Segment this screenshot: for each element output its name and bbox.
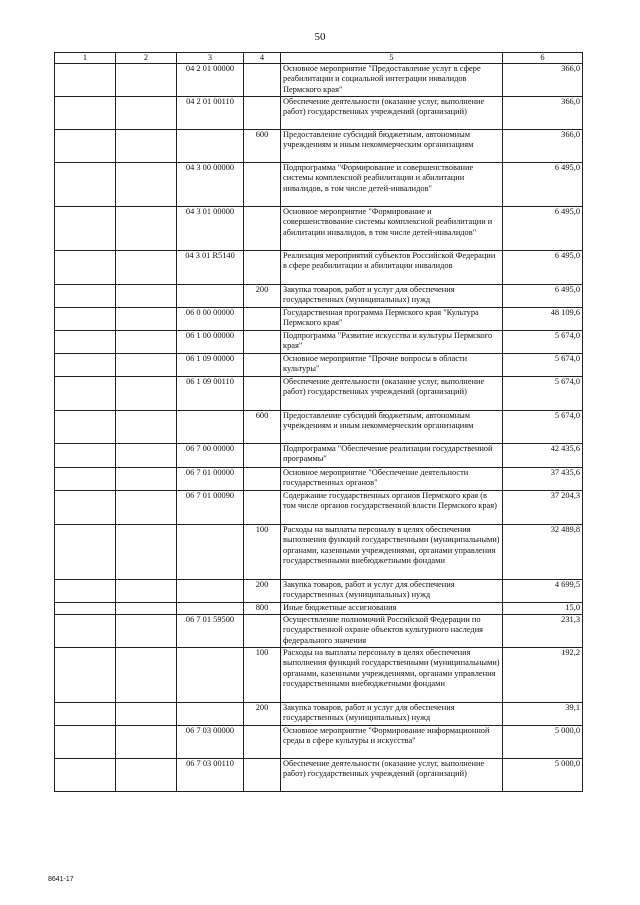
cell-amount: 42 435,6 bbox=[503, 444, 583, 468]
cell-col-1 bbox=[55, 64, 116, 97]
cell-col-2 bbox=[116, 308, 177, 331]
cell-amount: 192,2 bbox=[503, 648, 583, 703]
cell-col-2 bbox=[116, 331, 177, 354]
cell-expense-type bbox=[244, 97, 281, 130]
cell-expense-type: 600 bbox=[244, 130, 281, 163]
cell-description: Обеспечение деятельности (оказание услуг, выполнение работ) государственных учреждений (организаций) bbox=[281, 97, 503, 130]
cell-description: Обеспечение деятельности (оказание услуг, выполнение работ) государственных учреждений (организаций) bbox=[281, 759, 503, 792]
cell-amount: 5 000,0 bbox=[503, 726, 583, 759]
cell-col-2 bbox=[116, 130, 177, 163]
cell-col-1 bbox=[55, 97, 116, 130]
cell-expense-type bbox=[244, 468, 281, 491]
table-row bbox=[55, 491, 583, 525]
cell-description: Расходы на выплаты персоналу в целях обеспечения выполнения функций государственными (муниципальными) органами, казенными учреждениями, органами управления государственными внебюджетными фондами bbox=[281, 648, 503, 703]
table-row bbox=[55, 163, 583, 207]
cell-expense-type bbox=[244, 759, 281, 792]
cell-description: Подпрограмма "Развитие искусства и культуры Пермского края" bbox=[281, 331, 503, 354]
cell-col-2 bbox=[116, 580, 177, 603]
budget-table bbox=[54, 52, 583, 792]
table-row bbox=[55, 251, 583, 285]
cell-col-2 bbox=[116, 648, 177, 703]
header-row bbox=[55, 53, 583, 64]
table-body bbox=[55, 64, 583, 792]
cell-description: Иные бюджетные ассигнования bbox=[281, 603, 503, 615]
cell-col-1 bbox=[55, 615, 116, 648]
cell-target-code: 06 7 03 00110 bbox=[177, 759, 244, 792]
cell-col-2 bbox=[116, 251, 177, 285]
cell-col-1 bbox=[55, 468, 116, 491]
cell-target-code bbox=[177, 411, 244, 444]
cell-target-code: 06 1 09 00000 bbox=[177, 354, 244, 377]
cell-amount: 366,0 bbox=[503, 64, 583, 97]
table-row bbox=[55, 703, 583, 726]
cell-target-code: 04 3 01 00000 bbox=[177, 207, 244, 251]
cell-description: Закупка товаров, работ и услуг для обеспечения государственных (муниципальных) нужд bbox=[281, 580, 503, 603]
cell-expense-type bbox=[244, 308, 281, 331]
cell-target-code bbox=[177, 603, 244, 615]
cell-target-code: 06 7 01 00090 bbox=[177, 491, 244, 525]
cell-col-1 bbox=[55, 130, 116, 163]
cell-col-2 bbox=[116, 64, 177, 97]
header-col-1: 1 bbox=[55, 53, 116, 64]
cell-expense-type: 200 bbox=[244, 285, 281, 308]
cell-description: Основное мероприятие "Предоставление услуг в сфере реабилитации и социальной интеграции инвалидов Пермского края" bbox=[281, 64, 503, 97]
table-row bbox=[55, 377, 583, 411]
table-row bbox=[55, 130, 583, 163]
header-col-6: 6 bbox=[503, 53, 583, 64]
cell-col-1 bbox=[55, 377, 116, 411]
cell-target-code: 06 1 00 00000 bbox=[177, 331, 244, 354]
cell-col-2 bbox=[116, 97, 177, 130]
cell-expense-type bbox=[244, 615, 281, 648]
table-row bbox=[55, 603, 583, 615]
table-row bbox=[55, 354, 583, 377]
cell-amount: 366,0 bbox=[503, 130, 583, 163]
cell-description: Основное мероприятие "Формирование информационной среды в сфере культуры и искусства" bbox=[281, 726, 503, 759]
cell-target-code bbox=[177, 285, 244, 308]
cell-description: Реализация мероприятий субъектов Российской Федерации в сфере реабилитации и абилитации инвалидов bbox=[281, 251, 503, 285]
cell-expense-type: 600 bbox=[244, 411, 281, 444]
cell-target-code: 04 2 01 00110 bbox=[177, 97, 244, 130]
cell-amount: 32 489,8 bbox=[503, 525, 583, 580]
table-row bbox=[55, 525, 583, 580]
cell-target-code: 06 7 01 59500 bbox=[177, 615, 244, 648]
cell-target-code: 06 7 03 00000 bbox=[177, 726, 244, 759]
table-row bbox=[55, 444, 583, 468]
cell-col-1 bbox=[55, 703, 116, 726]
cell-amount: 5 674,0 bbox=[503, 331, 583, 354]
cell-description: Подпрограмма "Формирование и совершенствование системы комплексной реабилитации и абилитации инвалидов, в том числе детей-инвалидов" bbox=[281, 163, 503, 207]
header-col-3: 3 bbox=[177, 53, 244, 64]
cell-col-1 bbox=[55, 491, 116, 525]
cell-col-2 bbox=[116, 163, 177, 207]
cell-expense-type bbox=[244, 377, 281, 411]
cell-target-code: 06 1 09 00110 bbox=[177, 377, 244, 411]
cell-col-2 bbox=[116, 615, 177, 648]
cell-col-2 bbox=[116, 354, 177, 377]
cell-col-1 bbox=[55, 331, 116, 354]
cell-target-code: 06 7 01 00000 bbox=[177, 468, 244, 491]
cell-amount: 5 674,0 bbox=[503, 354, 583, 377]
header-col-5: 5 bbox=[281, 53, 503, 64]
cell-expense-type bbox=[244, 207, 281, 251]
cell-col-1 bbox=[55, 354, 116, 377]
cell-col-1 bbox=[55, 444, 116, 468]
table-row bbox=[55, 615, 583, 648]
cell-col-1 bbox=[55, 525, 116, 580]
cell-amount: 39,1 bbox=[503, 703, 583, 726]
cell-amount: 48 109,6 bbox=[503, 308, 583, 331]
cell-description: Расходы на выплаты персоналу в целях обеспечения выполнения функций государственными (муниципальными) органами, казенными учреждениями, органами управления государственными внебюджетными фондами bbox=[281, 525, 503, 580]
cell-expense-type bbox=[244, 163, 281, 207]
cell-description: Основное мероприятие "Обеспечение деятельности государственных органов" bbox=[281, 468, 503, 491]
cell-description: Предоставление субсидий бюджетным, автономным учреждениям и иным некоммерческим организациям bbox=[281, 411, 503, 444]
cell-amount: 6 495,0 bbox=[503, 163, 583, 207]
cell-col-1 bbox=[55, 207, 116, 251]
cell-description: Закупка товаров, работ и услуг для обеспечения государственных (муниципальных) нужд bbox=[281, 285, 503, 308]
cell-target-code: 04 3 00 00000 bbox=[177, 163, 244, 207]
table-row bbox=[55, 207, 583, 251]
cell-col-2 bbox=[116, 444, 177, 468]
cell-description: Закупка товаров, работ и услуг для обеспечения государственных (муниципальных) нужд bbox=[281, 703, 503, 726]
cell-description: Подпрограмма "Обеспечение реализации государственной программы" bbox=[281, 444, 503, 468]
cell-col-1 bbox=[55, 580, 116, 603]
table-row bbox=[55, 308, 583, 331]
cell-target-code: 06 0 00 00000 bbox=[177, 308, 244, 331]
cell-expense-type: 100 bbox=[244, 648, 281, 703]
cell-expense-type bbox=[244, 354, 281, 377]
table-row bbox=[55, 648, 583, 703]
cell-col-1 bbox=[55, 285, 116, 308]
header-col-2: 2 bbox=[116, 53, 177, 64]
cell-col-1 bbox=[55, 308, 116, 331]
cell-description: Содержание государственных органов Пермского края (в том числе органов государственной власти Пермского края) bbox=[281, 491, 503, 525]
cell-description: Осуществление полномочий Российской Федерации по государственной охране объектов культурного наследия федерального значения bbox=[281, 615, 503, 648]
cell-amount: 5 000,0 bbox=[503, 759, 583, 792]
cell-col-2 bbox=[116, 207, 177, 251]
cell-col-1 bbox=[55, 726, 116, 759]
cell-amount: 37 204,3 bbox=[503, 491, 583, 525]
cell-expense-type bbox=[244, 444, 281, 468]
cell-amount: 366,0 bbox=[503, 97, 583, 130]
cell-col-1 bbox=[55, 759, 116, 792]
table-row bbox=[55, 759, 583, 792]
table-row bbox=[55, 97, 583, 130]
cell-col-2 bbox=[116, 726, 177, 759]
cell-description: Основное мероприятие "Формирование и совершенствование системы комплексной реабилитации и абилитации инвалидов, в том числе детей-инвалидов" bbox=[281, 207, 503, 251]
cell-col-1 bbox=[55, 163, 116, 207]
cell-col-2 bbox=[116, 759, 177, 792]
cell-amount: 37 435,6 bbox=[503, 468, 583, 491]
cell-target-code bbox=[177, 130, 244, 163]
cell-col-1 bbox=[55, 603, 116, 615]
cell-amount: 6 495,0 bbox=[503, 251, 583, 285]
table-row bbox=[55, 285, 583, 308]
cell-col-2 bbox=[116, 703, 177, 726]
cell-description: Обеспечение деятельности (оказание услуг, выполнение работ) государственных учреждений (организаций) bbox=[281, 377, 503, 411]
cell-expense-type: 200 bbox=[244, 580, 281, 603]
cell-expense-type: 800 bbox=[244, 603, 281, 615]
table-row bbox=[55, 411, 583, 444]
cell-col-1 bbox=[55, 251, 116, 285]
cell-expense-type bbox=[244, 726, 281, 759]
table-row bbox=[55, 64, 583, 97]
cell-target-code bbox=[177, 703, 244, 726]
cell-description: Предоставление субсидий бюджетным, автономным учреждениям и иным некоммерческим организациям bbox=[281, 130, 503, 163]
cell-target-code bbox=[177, 525, 244, 580]
cell-col-2 bbox=[116, 525, 177, 580]
cell-target-code bbox=[177, 648, 244, 703]
page-number: 50 bbox=[314, 31, 326, 43]
cell-col-1 bbox=[55, 648, 116, 703]
cell-amount: 5 674,0 bbox=[503, 377, 583, 411]
cell-col-2 bbox=[116, 468, 177, 491]
cell-col-2 bbox=[116, 491, 177, 525]
cell-target-code bbox=[177, 580, 244, 603]
table-row bbox=[55, 331, 583, 354]
cell-target-code: 04 2 01 00000 bbox=[177, 64, 244, 97]
cell-col-2 bbox=[116, 411, 177, 444]
header-col-4: 4 bbox=[244, 53, 281, 64]
cell-amount: 6 495,0 bbox=[503, 285, 583, 308]
cell-expense-type: 200 bbox=[244, 703, 281, 726]
cell-col-2 bbox=[116, 285, 177, 308]
cell-description: Государственная программа Пермского края "Культура Пермского края" bbox=[281, 308, 503, 331]
cell-target-code: 06 7 00 00000 bbox=[177, 444, 244, 468]
cell-amount: 6 495,0 bbox=[503, 207, 583, 251]
cell-col-2 bbox=[116, 603, 177, 615]
cell-col-2 bbox=[116, 377, 177, 411]
cell-expense-type bbox=[244, 491, 281, 525]
table-row bbox=[55, 580, 583, 603]
table-row bbox=[55, 468, 583, 491]
cell-expense-type bbox=[244, 64, 281, 97]
cell-col-1 bbox=[55, 411, 116, 444]
cell-description: Основное мероприятие "Прочие вопросы в области культуры" bbox=[281, 354, 503, 377]
document-code: 8641-17 bbox=[48, 876, 74, 883]
cell-amount: 231,3 bbox=[503, 615, 583, 648]
cell-target-code: 04 3 01 R5140 bbox=[177, 251, 244, 285]
cell-expense-type bbox=[244, 331, 281, 354]
cell-expense-type bbox=[244, 251, 281, 285]
cell-amount: 4 699,5 bbox=[503, 580, 583, 603]
cell-amount: 15,0 bbox=[503, 603, 583, 615]
cell-amount: 5 674,0 bbox=[503, 411, 583, 444]
table-row bbox=[55, 726, 583, 759]
cell-expense-type: 100 bbox=[244, 525, 281, 580]
